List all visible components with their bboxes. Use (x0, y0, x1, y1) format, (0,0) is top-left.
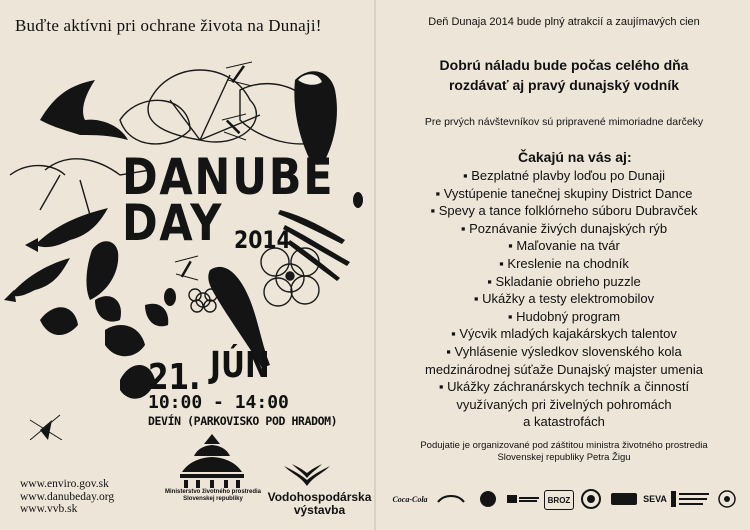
gift-line: Pre prvých návštevníkov sú pripravené mimoriadne darčeky (424, 116, 704, 128)
sponsor-logo (610, 486, 638, 512)
list-item: ▪ Spevy a tance folklórneho súboru Dubravček (378, 202, 750, 220)
ministry-name: Ministerstvo životného prostredia Slovenskej republiky (164, 489, 261, 502)
list-item: ▪ Skladanie obrieho puzzle (378, 273, 750, 291)
event-date-day: 21. (148, 357, 201, 398)
sponsor-logo (578, 486, 604, 512)
vvb-name: Vodohospodárska výstavba (267, 490, 372, 517)
sponsor-logo (670, 486, 712, 512)
event-place: DEVÍN (PARKOVISKO POD HRADOM) (148, 414, 338, 428)
list-item: ▪ Ukážky záchranárskych techník a činností využívaných pri živelných pohromách a katastrofách (378, 378, 750, 431)
sponsor-logo: SEVA (643, 494, 667, 504)
awaits-heading: Čakajú na vás aj: (518, 149, 632, 165)
sponsor-logo: Coca-Cola (392, 494, 428, 504)
event-date-month: JÚN (210, 345, 270, 386)
link-vvb[interactable]: www.vvb.sk (20, 503, 78, 515)
program-list (378, 167, 750, 431)
list-item: ▪ Vyhlásenie výsledkov slovenského kola medzinárodnej súťaže Dunajský majster umenia (378, 343, 750, 378)
sponsor-logo (434, 486, 468, 512)
list-item: ▪ Kreslenie na chodník (378, 255, 750, 273)
list-item: ▪ Maľovanie na tvár (378, 237, 750, 255)
intro-line: Deň Dunaja 2014 bude plný atrakcií a zaujímavých cien (428, 16, 700, 28)
event-title-line1: DANUBE (122, 148, 335, 206)
list-item: ▪ Vystúpenie tanečnej skupiny District Dance (378, 185, 750, 203)
list-item: ▪ Hudobný program (378, 308, 750, 326)
ministry-logo-icon (172, 432, 252, 488)
event-title-line2: DAY (122, 194, 224, 252)
sponsor-logo (506, 486, 540, 512)
sponsor-logo (474, 486, 502, 512)
sponsor-logos (392, 486, 742, 512)
list-item: ▪ Výcvik mladých kajakárskych talentov (378, 325, 750, 343)
event-year: 2014 (234, 226, 291, 254)
vvb-logo-icon (282, 462, 332, 490)
patronage-note: Podujatie je organizované pod záštitou ministra životného prostredia Slovenskej republiky Petra Žigu (420, 440, 708, 463)
link-enviro[interactable]: www.enviro.gov.sk (20, 478, 109, 490)
column-divider (374, 0, 376, 530)
sponsor-logo (716, 486, 738, 512)
website-links (20, 478, 114, 516)
link-danubeday[interactable]: www.danubeday.org (20, 490, 115, 503)
headline: Dobrú náladu bude počas celého dňa rozdávať aj pravý dunajský vodník (439, 57, 689, 93)
list-item: ▪ Bezplatné plavby loďou po Dunaji (378, 167, 750, 185)
event-time: 10:00 - 14:00 (148, 392, 289, 413)
list-item: ▪ Ukážky a testy elektromobilov (378, 290, 750, 308)
list-item: ▪ Poznávanie živých dunajských rýb (378, 220, 750, 238)
sponsor-logo: BROZ (544, 490, 574, 510)
slogan: Buďte aktívni pri ochrane života na Dunaji! (15, 16, 322, 35)
